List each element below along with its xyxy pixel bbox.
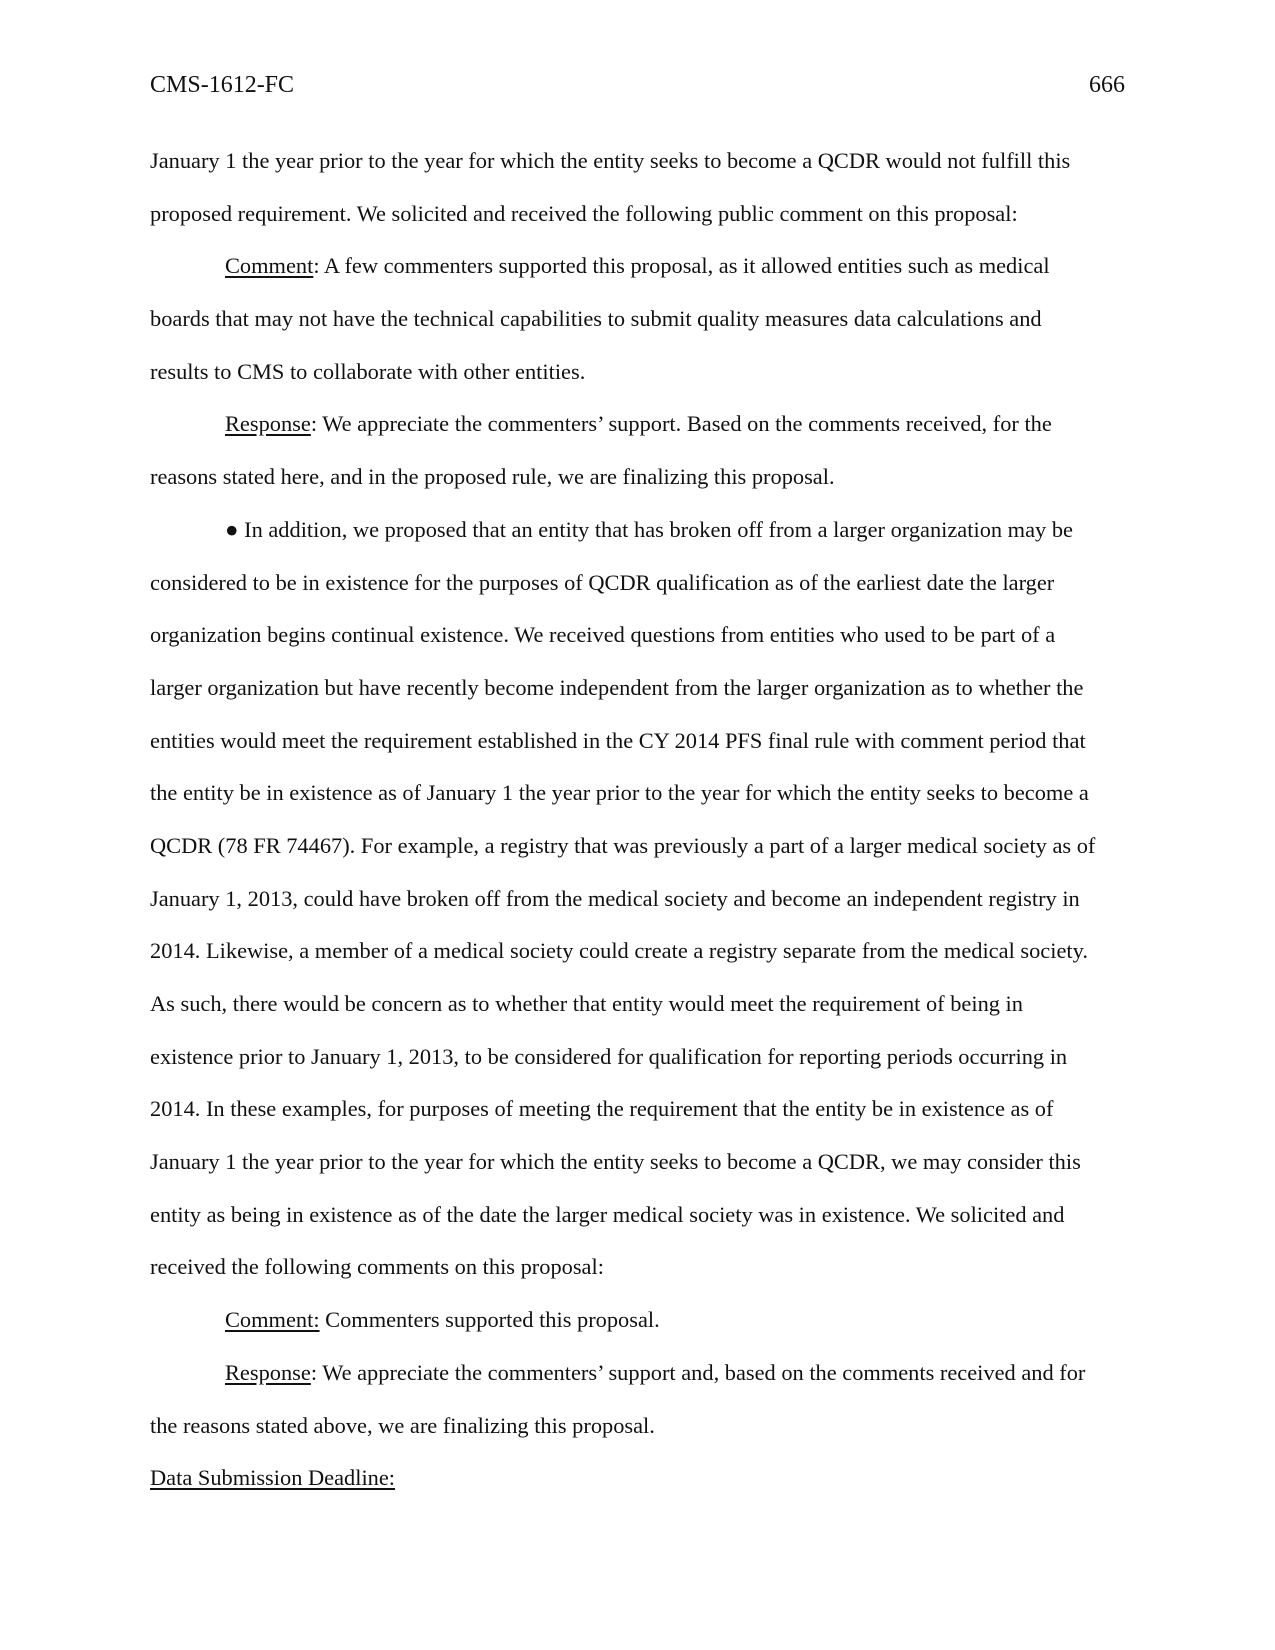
line-text: proposed requirement. We solicited and received the following public comment on this proposal: [150, 200, 1018, 226]
text-line [150, 778, 1140, 831]
section-heading-label: Data Submission Deadline: [150, 1465, 396, 1491]
line-text: the reasons stated above, we are finalizing this proposal. [150, 1412, 655, 1438]
line-text: entity as being in existence as of the date the larger medical society was in existence. We solicited and [150, 1201, 1065, 1227]
comment-label: Comment [225, 253, 314, 279]
line-text: boards that may not have the technical capabilities to submit quality measures data calculations and [150, 306, 1042, 332]
comment-line [150, 1305, 1140, 1358]
text-line [150, 462, 1140, 515]
line-text: QCDR (78 FR 74467). For example, a registry that was previously a part of a larger medical society as of [150, 832, 1096, 858]
response-line [150, 1358, 1140, 1411]
text-line [150, 936, 1140, 989]
text-line [150, 1042, 1140, 1095]
response-label: Response [225, 411, 311, 437]
line-text: 2014. In these examples, for purposes of meeting the requirement that the entity be in existence as of [150, 1096, 1054, 1122]
text-line [150, 1147, 1140, 1200]
line-text: ● In addition, we proposed that an entity that has broken off from a larger organization may be [225, 516, 1073, 542]
response-line [150, 409, 1140, 462]
text-line [150, 989, 1140, 1042]
text-line [150, 1252, 1140, 1305]
line-text: January 1 the year prior to the year for which the entity seeks to become a QCDR would not fulfill this [150, 148, 1071, 173]
body-text [150, 146, 1140, 1516]
line-text: Commenters supported this proposal. [319, 1307, 660, 1333]
text-line [150, 199, 1140, 252]
line-text: considered to be in existence for the purposes of QCDR qualification as of the earliest date the larger [150, 569, 1055, 595]
response-label: Response [225, 1359, 311, 1385]
line-text: : We appreciate the commenters’ support and, based on the comments received and for [310, 1359, 1086, 1385]
line-text: received the following comments on this proposal: [150, 1254, 604, 1280]
line-text: existence prior to January 1, 2013, to be considered for qualification for reporting periods occurring in [150, 1043, 1068, 1069]
line-text: : We appreciate the commenters’ support. Based on the comments received, for the [310, 411, 1052, 437]
line-text: larger organization but have recently become independent from the larger organization as to whether the [150, 674, 1084, 700]
text-line [150, 304, 1140, 357]
document-id: CMS-1612-FC [150, 72, 295, 98]
text-line [150, 884, 1140, 937]
line-text: : A few commenters supported this proposal, as it allowed entities such as medical [313, 253, 1050, 279]
text-line [150, 146, 1140, 199]
text-line [150, 357, 1140, 410]
line-text: 2014. Likewise, a member of a medical society could create a registry separate from the medical society. [150, 938, 1088, 964]
text-line [150, 1411, 1140, 1464]
line-text: entities would meet the requirement established in the CY 2014 PFS final rule with comment period that [150, 727, 1086, 753]
line-text: the entity be in existence as of January 1 the year prior to the year for which the entity seeks to become a [150, 780, 1089, 806]
text-line [150, 1094, 1140, 1147]
section-heading [150, 1463, 1140, 1516]
text-line [150, 673, 1140, 726]
page-number: 666 [1089, 72, 1125, 98]
text-line [150, 831, 1140, 884]
text-line [150, 726, 1140, 779]
text-line [150, 568, 1140, 621]
line-text: reasons stated here, and in the proposed rule, we are finalizing this proposal. [150, 464, 835, 490]
bullet-line [150, 515, 1140, 568]
line-text: organization begins continual existence. We received questions from entities who used to be part of a [150, 622, 1056, 648]
line-text: results to CMS to collaborate with other entities. [150, 358, 586, 384]
text-line [150, 620, 1140, 673]
text-line [150, 1200, 1140, 1253]
line-text: As such, there would be concern as to whether that entity would meet the requirement of being in [150, 991, 1023, 1016]
line-text: January 1, 2013, could have broken off from the medical society and become an independent registry in [150, 885, 1080, 911]
comment-line [150, 251, 1140, 304]
comment-label: Comment: [225, 1307, 320, 1333]
line-text: January 1 the year prior to the year for which the entity seeks to become a QCDR, we may consider this [150, 1149, 1081, 1175]
